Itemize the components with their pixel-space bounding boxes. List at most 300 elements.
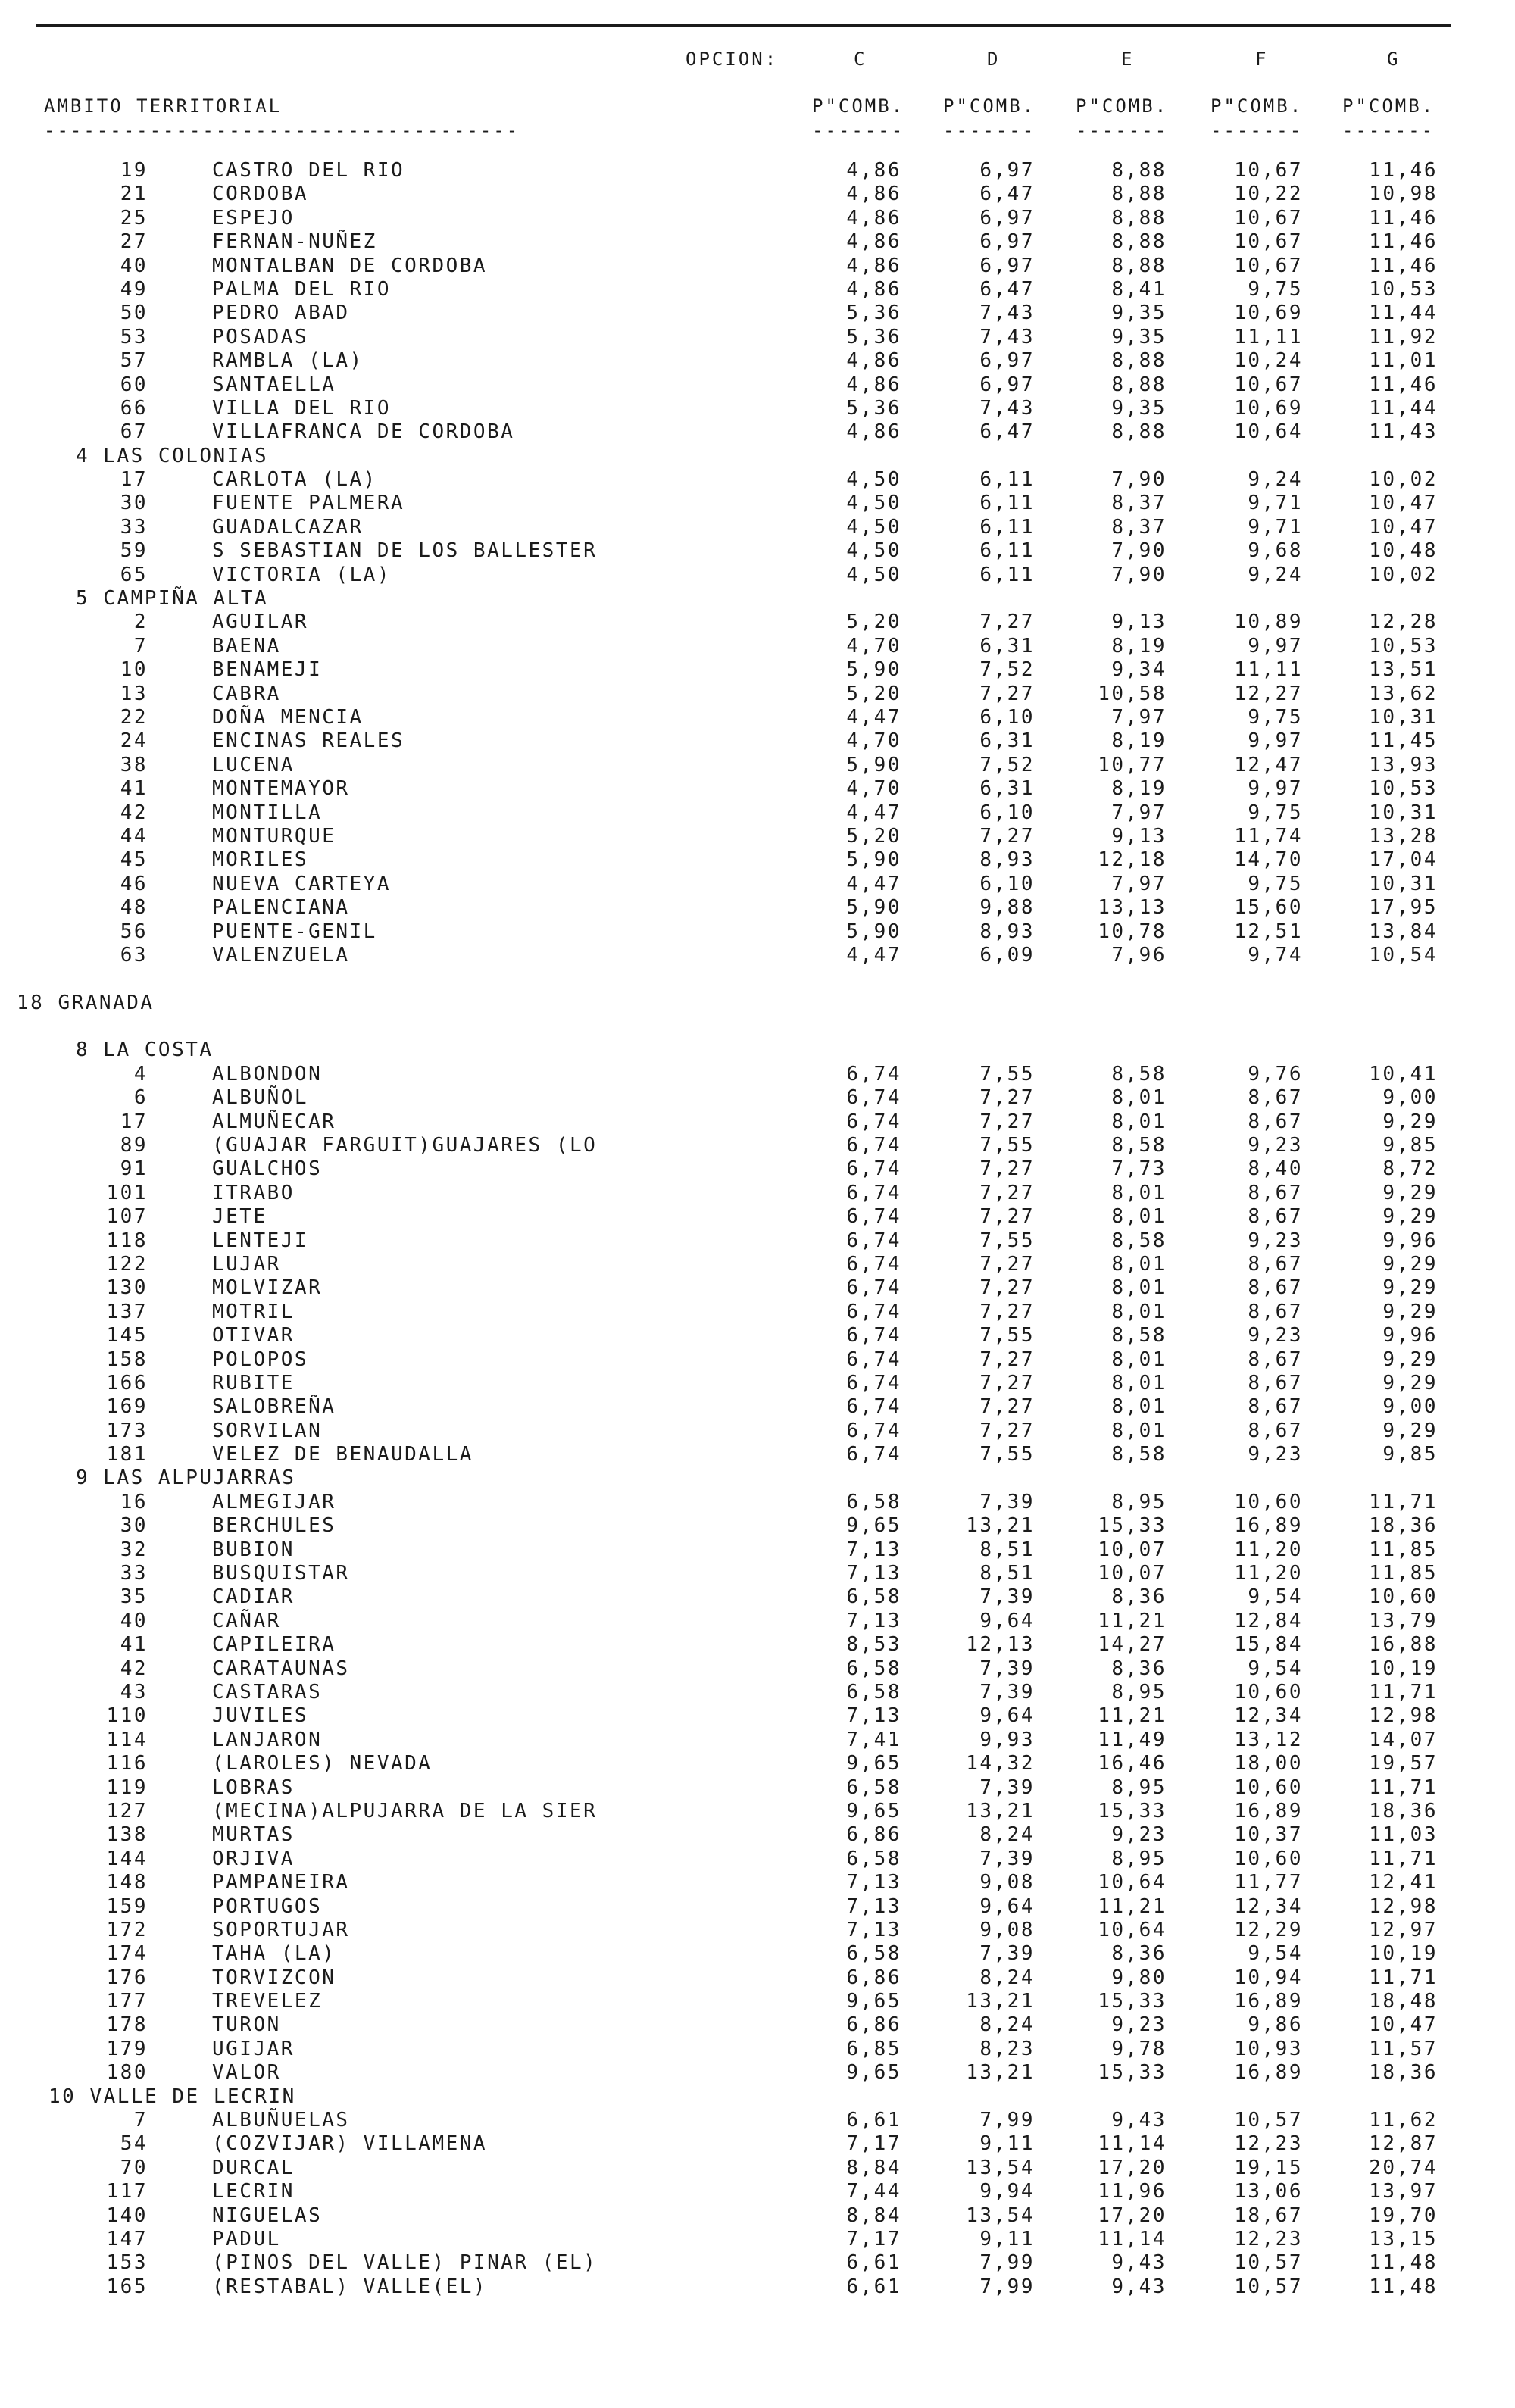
price-d: 9,11 [979, 2227, 1035, 2250]
price-e: 8,01 [1111, 1300, 1167, 1323]
price-e: 8,58 [1111, 1229, 1167, 1252]
price-c: 5,90 [846, 753, 901, 776]
table-row [0, 801, 1515, 825]
municipality-name: PORTUGOS [212, 1894, 323, 1918]
price-f: 8,67 [1248, 1348, 1303, 1371]
price-g: 11,57 [1369, 2037, 1438, 2060]
price-f: 10,93 [1234, 2037, 1303, 2060]
table-row [0, 777, 1515, 801]
municipality-name: CASTARAS [212, 1681, 323, 1704]
municipality-code: 107 [106, 1205, 148, 1229]
municipality-code: 147 [106, 2227, 148, 2250]
price-c: 6,86 [846, 1966, 901, 1989]
price-g: 9,29 [1382, 1181, 1438, 1204]
municipality-code: 41 [120, 777, 148, 801]
municipality-code: 53 [120, 325, 148, 348]
price-g: 10,53 [1369, 277, 1438, 301]
price-e: 7,90 [1111, 468, 1167, 492]
table-row [0, 1776, 1515, 1800]
price-d: 6,47 [979, 183, 1035, 206]
price-e: 9,43 [1111, 2251, 1167, 2275]
municipality-code: 16 [120, 1490, 148, 1513]
table-row [0, 2180, 1515, 2203]
price-f: 9,24 [1248, 468, 1303, 492]
price-g: 10,54 [1369, 943, 1438, 967]
table-row [0, 1847, 1515, 1871]
municipality-code: 56 [120, 920, 148, 943]
price-c: 4,86 [846, 183, 901, 206]
price-f: 12,51 [1234, 920, 1303, 943]
municipality-name: SOPORTUJAR [212, 1918, 350, 1941]
municipality-name: LECRIN [212, 2180, 295, 2203]
table-row [0, 873, 1515, 896]
table-row [0, 1372, 1515, 1395]
municipality-code: 70 [120, 2156, 148, 2179]
price-g: 11,46 [1369, 230, 1438, 254]
municipality-code: 173 [106, 1419, 148, 1442]
price-f: 10,67 [1234, 373, 1303, 396]
municipality-name: SANTAELLA [212, 373, 336, 396]
price-e: 10,78 [1098, 920, 1167, 943]
table-row [0, 159, 1515, 183]
price-f: 9,86 [1248, 2013, 1303, 2037]
price-g: 11,46 [1369, 373, 1438, 396]
price-g: 11,43 [1369, 420, 1438, 444]
price-f: 10,69 [1234, 301, 1303, 325]
price-d: 9,64 [979, 1609, 1035, 1632]
price-g: 10,53 [1369, 634, 1438, 657]
municipality-name: SORVILAN [212, 1419, 323, 1442]
price-f: 12,27 [1234, 682, 1303, 705]
table-row [0, 301, 1515, 325]
municipality-name: BERCHULES [212, 1514, 336, 1538]
municipality-code: 179 [106, 2037, 148, 2060]
price-c: 5,90 [846, 848, 901, 872]
price-c: 5,36 [846, 301, 901, 325]
price-e: 7,90 [1111, 539, 1167, 563]
price-d: 9,93 [979, 1728, 1035, 1751]
table-row [0, 2061, 1515, 2085]
price-e: 8,19 [1111, 777, 1167, 801]
price-e: 8,88 [1111, 373, 1167, 396]
municipality-code: 110 [106, 1704, 148, 1728]
price-g: 11,01 [1369, 349, 1438, 373]
municipality-code: 181 [106, 1443, 148, 1466]
table-row [0, 516, 1515, 539]
price-g: 12,98 [1369, 1704, 1438, 1728]
price-f: 9,75 [1248, 705, 1303, 729]
price-d: 7,27 [979, 1371, 1035, 1395]
price-f: 10,94 [1234, 1966, 1303, 1989]
table-row [0, 1110, 1515, 1134]
municipality-code: 38 [120, 753, 148, 776]
price-d: 7,27 [979, 1276, 1035, 1300]
price-f: 12,84 [1234, 1609, 1303, 1632]
price-c: 5,20 [846, 611, 901, 634]
municipality-name: CASTRO DEL RIO [212, 159, 405, 182]
price-c: 4,47 [846, 872, 901, 895]
municipality-code: 145 [106, 1324, 148, 1348]
price-g: 9,29 [1382, 1110, 1438, 1133]
municipality-name: LUJAR [212, 1252, 281, 1276]
price-g: 18,36 [1369, 2061, 1438, 2085]
price-f: 15,60 [1234, 896, 1303, 920]
table-row [0, 373, 1515, 397]
price-f: 10,60 [1234, 1490, 1303, 1513]
price-e: 9,80 [1111, 1966, 1167, 1989]
price-c: 7,17 [846, 2132, 901, 2156]
price-g: 10,53 [1369, 777, 1438, 801]
municipality-name: UGIJAR [212, 2037, 295, 2060]
price-e: 8,58 [1111, 1134, 1167, 1157]
municipality-code: 180 [106, 2061, 148, 2085]
price-g: 10,47 [1369, 2013, 1438, 2037]
price-g: 9,29 [1382, 1300, 1438, 1323]
municipality-name: ALMEGIJAR [212, 1490, 336, 1513]
price-c: 6,74 [846, 1324, 901, 1348]
municipality-code: 33 [120, 515, 148, 539]
price-g: 11,48 [1369, 2275, 1438, 2298]
municipality-name: FERNAN-NUÑEZ [212, 230, 377, 254]
price-d: 6,97 [979, 373, 1035, 396]
price-e: 9,78 [1111, 2037, 1167, 2060]
price-g: 14,07 [1369, 1728, 1438, 1751]
table-row [0, 1134, 1515, 1157]
municipality-name: SALOBREÑA [212, 1395, 336, 1419]
municipality-name: GUADALCAZAR [212, 515, 364, 539]
municipality-name: TREVELEZ [212, 1990, 323, 2013]
table-row [0, 729, 1515, 753]
municipality-name: TAHA (LA) [212, 1942, 336, 1966]
price-g: 12,87 [1369, 2132, 1438, 2156]
price-g: 13,62 [1369, 682, 1438, 705]
price-g: 11,85 [1369, 1562, 1438, 1585]
price-g: 11,44 [1369, 301, 1438, 325]
price-f: 16,89 [1234, 1990, 1303, 2013]
price-f: 13,12 [1234, 1728, 1303, 1751]
price-f: 8,67 [1248, 1086, 1303, 1110]
municipality-code: 54 [120, 2132, 148, 2156]
price-c: 5,20 [846, 824, 901, 848]
price-d: 7,27 [979, 1181, 1035, 1204]
price-c: 6,58 [846, 1657, 901, 1680]
table-row [0, 1348, 1515, 1372]
price-f: 11,74 [1234, 824, 1303, 848]
price-e: 8,58 [1111, 1443, 1167, 1466]
price-d: 7,99 [979, 2275, 1035, 2298]
price-e: 8,88 [1111, 349, 1167, 373]
price-f: 9,54 [1248, 1585, 1303, 1609]
price-g: 10,48 [1369, 539, 1438, 563]
price-c: 5,90 [846, 896, 901, 920]
table-row [0, 1395, 1515, 1419]
price-e: 8,37 [1111, 492, 1167, 515]
table-row [0, 420, 1515, 444]
price-c: 4,86 [846, 349, 901, 373]
price-f: 16,89 [1234, 1514, 1303, 1538]
price-f: 11,20 [1234, 1562, 1303, 1585]
municipality-code: 49 [120, 277, 148, 301]
municipality-name: PUENTE-GENIL [212, 920, 377, 943]
price-g: 13,93 [1369, 753, 1438, 776]
table-row [0, 539, 1515, 563]
price-f: 10,69 [1234, 396, 1303, 420]
price-f: 10,24 [1234, 349, 1303, 373]
option-d: D [987, 48, 1001, 70]
municipality-code: 41 [120, 1633, 148, 1657]
price-e: 8,95 [1111, 1847, 1167, 1870]
price-g: 11,71 [1369, 1966, 1438, 1989]
table-row [0, 278, 1515, 301]
price-d: 7,39 [979, 1681, 1035, 1704]
municipality-name: LUCENA [212, 753, 295, 776]
price-c: 7,13 [846, 1609, 901, 1632]
price-g: 11,92 [1369, 325, 1438, 348]
price-e: 8,01 [1111, 1348, 1167, 1371]
municipality-name: (MECINA)ALPUJARRA DE LA SIER [212, 1799, 598, 1822]
price-e: 8,36 [1111, 1585, 1167, 1609]
price-d: 7,27 [979, 1086, 1035, 1110]
comarca-heading-row [0, 1466, 1515, 1490]
price-f: 8,67 [1248, 1371, 1303, 1395]
municipality-name: DOÑA MENCIA [212, 705, 364, 729]
price-f: 11,77 [1234, 1871, 1303, 1894]
price-d: 6,97 [979, 349, 1035, 373]
price-e: 9,35 [1111, 301, 1167, 325]
municipality-code: 122 [106, 1252, 148, 1276]
price-d: 8,23 [979, 2037, 1035, 2060]
municipality-name: PEDRO ABAD [212, 301, 350, 325]
price-c: 6,74 [846, 1086, 901, 1110]
municipality-name: RAMBLA (LA) [212, 349, 364, 373]
table-row [0, 1229, 1515, 1253]
municipality-code: 91 [120, 1157, 148, 1181]
municipality-code: 63 [120, 943, 148, 967]
table-row [0, 635, 1515, 658]
municipality-name: MONTILLA [212, 801, 323, 824]
municipality-name: LANJARON [212, 1728, 323, 1751]
price-c: 6,74 [846, 1300, 901, 1323]
ambito-underline: ------------------------------------ [44, 120, 520, 141]
price-d: 14,32 [966, 1752, 1035, 1776]
price-f: 9,75 [1248, 872, 1303, 895]
municipality-code: 101 [106, 1181, 148, 1204]
price-table [0, 159, 1515, 2299]
price-d: 7,27 [979, 1419, 1035, 1442]
municipality-code: 7 [133, 634, 148, 657]
price-e: 14,27 [1098, 1633, 1167, 1657]
price-g: 11,46 [1369, 254, 1438, 277]
municipality-code: 117 [106, 2180, 148, 2203]
price-d: 8,24 [979, 2013, 1035, 2037]
price-d: 8,51 [979, 1538, 1035, 1561]
price-g: 10,31 [1369, 801, 1438, 824]
price-f: 9,54 [1248, 1942, 1303, 1966]
price-e: 8,01 [1111, 1371, 1167, 1395]
price-c: 6,86 [846, 1823, 901, 1847]
price-f: 8,67 [1248, 1205, 1303, 1229]
table-row [0, 1514, 1515, 1538]
table-row [0, 1063, 1515, 1086]
price-e: 11,21 [1098, 1704, 1167, 1728]
table-row [0, 825, 1515, 848]
table-row [0, 1871, 1515, 1894]
price-d: 7,27 [979, 1205, 1035, 1229]
price-g: 11,46 [1369, 159, 1438, 182]
price-c: 4,47 [846, 705, 901, 729]
table-row [0, 230, 1515, 254]
table-row [0, 1443, 1515, 1466]
price-d: 7,27 [979, 1348, 1035, 1371]
top-rule [36, 24, 1451, 27]
municipality-name: CADIAR [212, 1585, 295, 1609]
price-f: 9,71 [1248, 492, 1303, 515]
municipality-name: DURCAL [212, 2156, 295, 2179]
price-g: 12,97 [1369, 1918, 1438, 1941]
price-e: 10,07 [1098, 1538, 1167, 1561]
municipality-name: VILLA DEL RIO [212, 396, 391, 420]
price-f: 8,67 [1248, 1300, 1303, 1323]
municipality-name: (LAROLES) NEVADA [212, 1752, 433, 1776]
option-e: E [1121, 48, 1135, 70]
price-d: 6,10 [979, 705, 1035, 729]
table-row [0, 397, 1515, 420]
price-g: 13,28 [1369, 824, 1438, 848]
municipality-code: 45 [120, 848, 148, 872]
municipality-code: 2 [133, 611, 148, 634]
price-f: 15,84 [1234, 1633, 1303, 1657]
price-c: 5,90 [846, 920, 901, 943]
municipality-code: 7 [133, 2109, 148, 2132]
option-f: F [1255, 48, 1269, 70]
price-g: 11,71 [1369, 1847, 1438, 1870]
price-g: 13,79 [1369, 1609, 1438, 1632]
price-d: 7,39 [979, 1942, 1035, 1966]
col-f-label: P"COMB. [1210, 95, 1304, 117]
price-f: 12,23 [1234, 2132, 1303, 2156]
municipality-name: MORILES [212, 848, 309, 872]
price-d: 6,10 [979, 872, 1035, 895]
price-d: 8,24 [979, 1823, 1035, 1847]
municipality-name: CORDOBA [212, 183, 309, 206]
price-c: 4,50 [846, 515, 901, 539]
municipality-name: FUENTE PALMERA [212, 492, 405, 515]
municipality-name: (COZVIJAR) VILLAMENA [212, 2132, 488, 2156]
price-e: 8,58 [1111, 1324, 1167, 1348]
municipality-name: BAENA [212, 634, 281, 657]
price-d: 6,97 [979, 206, 1035, 230]
price-f: 8,67 [1248, 1276, 1303, 1300]
price-d: 9,64 [979, 1704, 1035, 1728]
price-d: 6,97 [979, 254, 1035, 277]
price-c: 4,86 [846, 373, 901, 396]
price-c: 4,70 [846, 777, 901, 801]
municipality-code: 178 [106, 2013, 148, 2037]
comarca-heading: 10 VALLE DE LECRIN [48, 2085, 296, 2108]
table-row [0, 754, 1515, 777]
municipality-code: 166 [106, 1371, 148, 1395]
price-e: 7,73 [1111, 1157, 1167, 1181]
col-f-underline: ------- [1210, 120, 1304, 141]
price-d: 7,43 [979, 325, 1035, 348]
price-f: 19,15 [1234, 2156, 1303, 2179]
municipality-code: 24 [120, 729, 148, 753]
price-f: 13,06 [1234, 2180, 1303, 2203]
municipality-name: OTIVAR [212, 1324, 295, 1348]
municipality-name: VICTORIA (LA) [212, 563, 391, 586]
price-c: 6,58 [846, 1942, 901, 1966]
price-d: 6,97 [979, 159, 1035, 182]
municipality-code: 43 [120, 1681, 148, 1704]
price-f: 9,76 [1248, 1062, 1303, 1085]
price-d: 7,39 [979, 1490, 1035, 1513]
municipality-code: 27 [120, 230, 148, 254]
price-c: 6,74 [846, 1205, 901, 1229]
price-g: 17,95 [1369, 896, 1438, 920]
price-e: 11,14 [1098, 2132, 1167, 2156]
price-g: 10,31 [1369, 705, 1438, 729]
price-g: 11,48 [1369, 2251, 1438, 2275]
ambito-territorial-label: AMBITO TERRITORIAL [44, 95, 283, 117]
price-e: 8,88 [1111, 420, 1167, 444]
municipality-name: JETE [212, 1205, 267, 1229]
opcion-label: OPCION: [686, 48, 779, 70]
price-f: 16,89 [1234, 2061, 1303, 2085]
price-e: 8,36 [1111, 1657, 1167, 1680]
price-g: 9,85 [1382, 1443, 1438, 1466]
price-d: 6,31 [979, 777, 1035, 801]
price-e: 16,46 [1098, 1752, 1167, 1776]
price-d: 7,27 [979, 682, 1035, 705]
municipality-name: CARLOTA (LA) [212, 468, 377, 492]
price-f: 12,23 [1234, 2227, 1303, 2250]
price-g: 18,36 [1369, 1514, 1438, 1538]
price-e: 10,64 [1098, 1871, 1167, 1894]
municipality-code: 60 [120, 373, 148, 396]
price-d: 6,97 [979, 230, 1035, 254]
price-d: 7,39 [979, 1776, 1035, 1799]
municipality-name: TURON [212, 2013, 281, 2037]
municipality-code: 159 [106, 1894, 148, 1918]
table-row [0, 896, 1515, 920]
price-d: 7,39 [979, 1585, 1035, 1609]
price-f: 10,57 [1234, 2109, 1303, 2132]
price-d: 6,31 [979, 634, 1035, 657]
price-c: 4,86 [846, 230, 901, 254]
price-g: 9,29 [1382, 1348, 1438, 1371]
price-d: 7,52 [979, 658, 1035, 682]
price-f: 10,57 [1234, 2275, 1303, 2298]
table-row [0, 1324, 1515, 1348]
price-e: 17,20 [1098, 2156, 1167, 2179]
price-d: 7,52 [979, 753, 1035, 776]
price-e: 11,49 [1098, 1728, 1167, 1751]
price-c: 6,74 [846, 1443, 901, 1466]
price-c: 7,13 [846, 1562, 901, 1585]
price-e: 10,77 [1098, 753, 1167, 776]
price-d: 8,93 [979, 848, 1035, 872]
table-row [0, 2013, 1515, 2037]
price-d: 7,27 [979, 1395, 1035, 1419]
price-c: 4,47 [846, 943, 901, 967]
price-e: 8,01 [1111, 1181, 1167, 1204]
price-e: 9,43 [1111, 2275, 1167, 2298]
price-d: 9,11 [979, 2132, 1035, 2156]
price-e: 9,13 [1111, 824, 1167, 848]
municipality-name: MOLVIZAR [212, 1276, 323, 1300]
price-g: 13,51 [1369, 658, 1438, 682]
table-row [0, 2204, 1515, 2228]
